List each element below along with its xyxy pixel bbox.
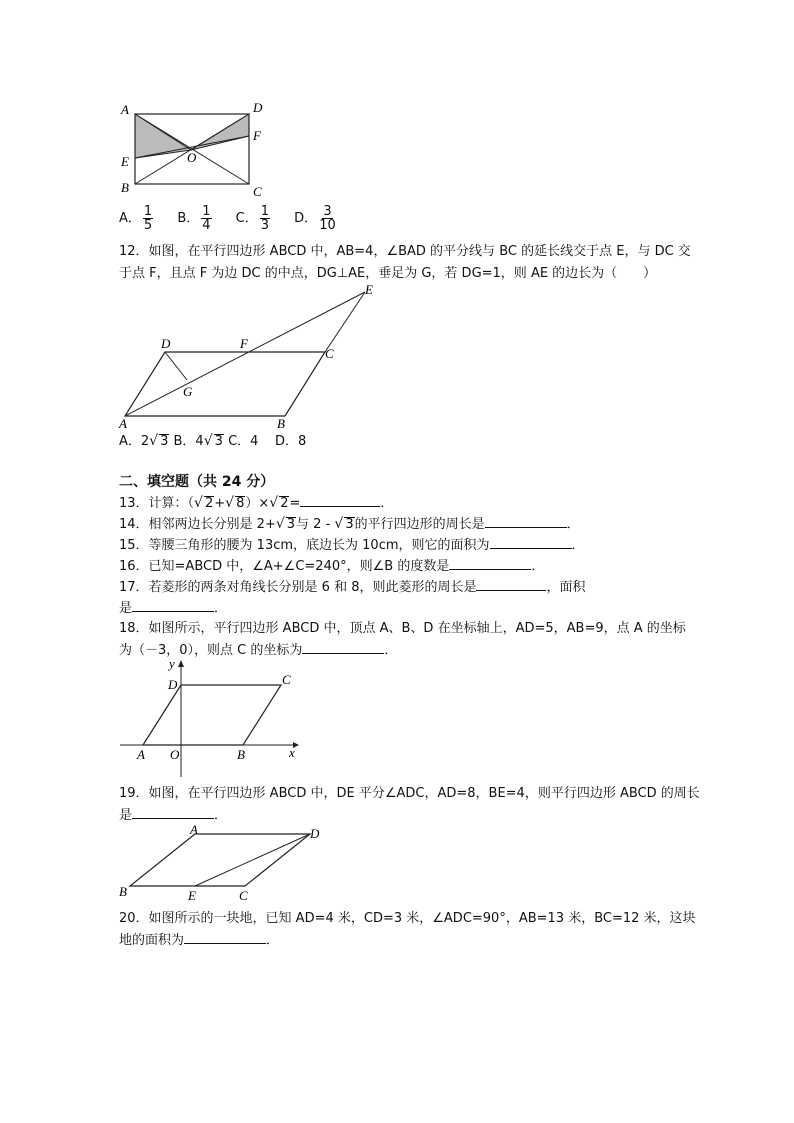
label-E: E: [188, 888, 196, 902]
answer-blank[interactable]: [485, 515, 567, 528]
answer-blank[interactable]: [300, 494, 380, 507]
q18-stem-line2: 为（－3，0），则点 C 的坐标为 ．: [119, 643, 398, 658]
q12-figure: [115, 282, 385, 432]
label-E: E: [365, 282, 373, 297]
label-D: D: [253, 100, 263, 115]
answer-blank[interactable]: [302, 641, 384, 654]
label-B: B: [237, 747, 245, 762]
label-C: C: [282, 672, 291, 687]
q16: 16．已知=ABCD 中，∠A+∠C=240°，则∠B 的度数是 ．: [119, 559, 545, 574]
q20-stem-line1: 20．如图所示的一块地，已知 AD=4 米，CD=3 米，∠ADC=90°，AB=13 米，BC=12 米，这块: [119, 911, 696, 926]
answer-blank[interactable]: [132, 599, 214, 612]
label-D: D: [161, 336, 171, 351]
q18-figure: [115, 655, 305, 780]
label-D: D: [310, 826, 320, 841]
q12-option-a[interactable]: A．2√ 3: [119, 433, 169, 449]
q11-option-a[interactable]: A． $\frac{1}{5}$: [119, 204, 153, 233]
label-C: C: [325, 346, 334, 361]
q15: 15．等腰三角形的腰为 13cm，底边长为 10cm，则它的面积为 ．: [119, 538, 585, 553]
label-C: C: [239, 888, 248, 902]
q12-option-c[interactable]: C．4: [228, 434, 259, 449]
q13: 13．计算：（√ 2+√ 8）×√ 2= ．: [119, 495, 394, 511]
q11-figure: [115, 98, 275, 198]
answer-blank[interactable]: [476, 578, 546, 591]
label-O: O: [170, 747, 180, 762]
parallelogram-abcd: [143, 685, 281, 745]
parallelogram-abcd: [125, 352, 325, 416]
q17-line2: 是 ．: [119, 601, 228, 616]
answer-blank[interactable]: [490, 536, 572, 549]
label-C: C: [253, 184, 262, 198]
q11-options: [119, 205, 356, 232]
label-B: B: [119, 884, 127, 899]
label-y: y: [169, 656, 175, 671]
q20-stem-line2: 地的面积为 ．: [119, 933, 280, 948]
q12-stem-line2: 于点 F，且点 F 为边 DC 的中点，DG⊥AE，垂足为 G，若 DG=1，则 AE 的边长为（ ）: [119, 266, 657, 281]
answer-blank[interactable]: [449, 557, 531, 570]
q11-option-d[interactable]: D． $\frac{3}{10}$: [294, 204, 336, 233]
q12-option-b[interactable]: B．4√ 3: [173, 433, 223, 449]
answer-blank[interactable]: [184, 931, 266, 944]
q11-option-c[interactable]: C． $\frac{1}{3}$: [235, 204, 270, 233]
q19-stem-line2: 是 ．: [119, 808, 228, 823]
section-heading: 二、填空题（共 24 分）: [119, 474, 275, 490]
label-O: O: [187, 150, 197, 165]
label-D: D: [168, 677, 178, 692]
q11-option-b[interactable]: B． $\frac{1}{4}$: [177, 204, 211, 233]
label-B: B: [121, 180, 129, 195]
q12-options: [119, 432, 306, 451]
label-A: A: [190, 822, 198, 837]
q12-stem-line1: 12．如图，在平行四边形 ABCD 中，AB=4，∠BAD 的平分线与 BC 的延长线交于点 E，与 DC 交: [119, 244, 691, 259]
parallelogram-abcd: [130, 834, 310, 886]
q19-stem-line1: 19．如图，在平行四边形 ABCD 中，DE 平分∠ADC，AD=8，BE=4，则平行四边形 ABCD 的周长: [119, 786, 700, 801]
label-B: B: [277, 416, 285, 431]
q19-figure: [115, 822, 330, 902]
q14: 14．相邻两边长分别是 2+√ 3与 2 - √ 3的平行四边形的周长是 ．: [119, 516, 580, 532]
label-F: F: [253, 128, 261, 143]
label-x: x: [289, 745, 295, 760]
q18-stem-line1: 18．如图所示，平行四边形 ABCD 中，顶点 A、B、D 在坐标轴上，AD=5，AB=9，点 A 的坐标: [119, 621, 686, 636]
label-E: E: [121, 154, 129, 169]
answer-blank[interactable]: [132, 806, 214, 819]
label-F: F: [240, 336, 248, 351]
q12-option-d[interactable]: D．8: [274, 434, 307, 449]
shaded-triangle-left: [135, 114, 191, 158]
label-A: A: [137, 747, 145, 762]
q17-line1: 17．若菱形的两条对角线长分别是 6 和 8，则此菱形的周长是 ，面积: [119, 580, 586, 595]
label-A: A: [119, 416, 127, 431]
label-G: G: [183, 384, 193, 399]
label-A: A: [121, 102, 129, 117]
